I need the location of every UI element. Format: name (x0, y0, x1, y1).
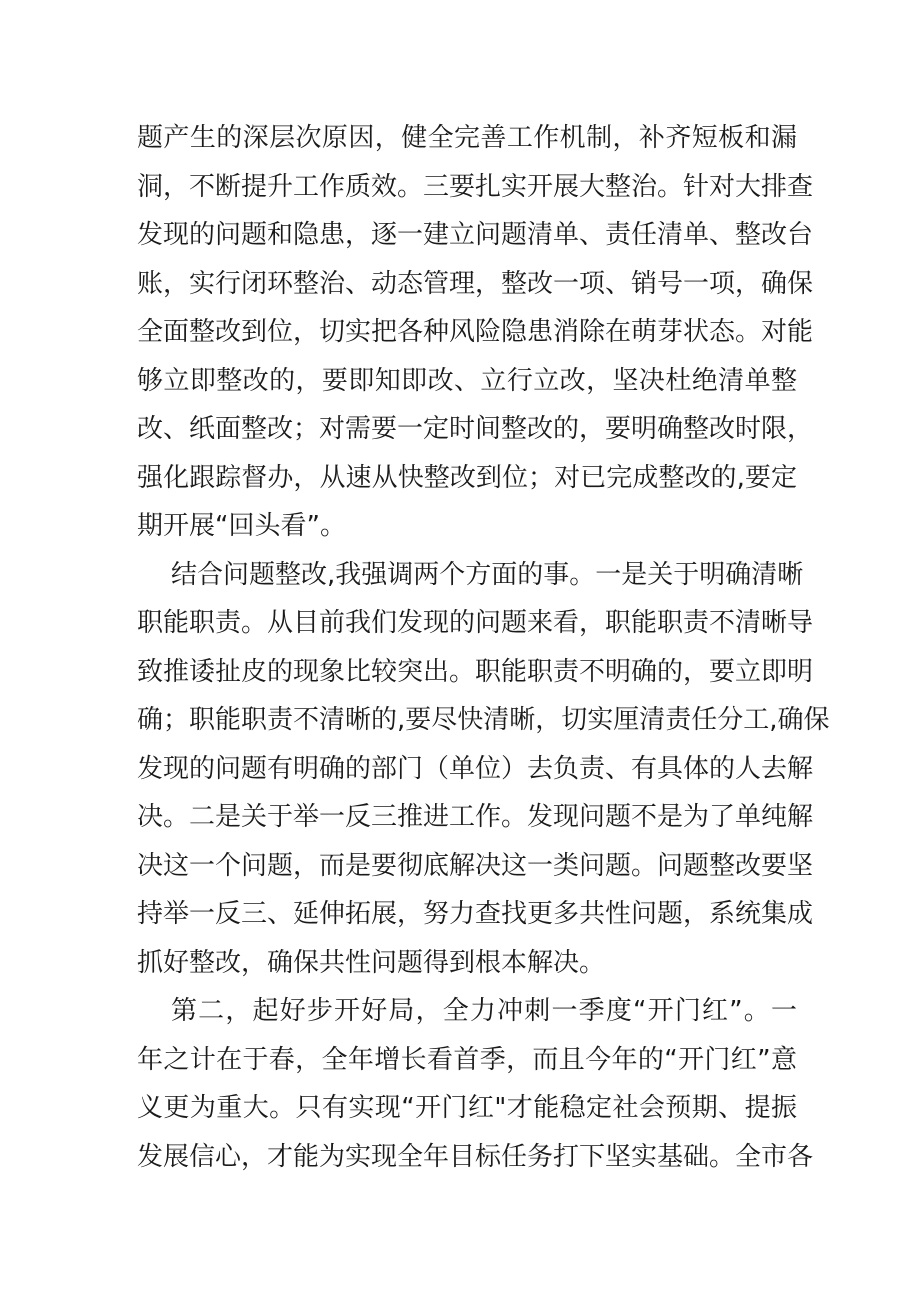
text-line: 结合问题整改,我强调两个方面的事。一是关于明确清晰 (171, 559, 804, 590)
text-line: 够立即整改的，要即知即改、立行立改，坚决杜绝清单整 (137, 365, 797, 396)
paragraph-2 (137, 551, 830, 988)
text-line: 抓好整改，确保共性问题得到根本解决。 (137, 947, 606, 978)
text-line: 致推诿扯皮的现象比较突出。职能职责不明确的，要立即明 (137, 656, 814, 687)
text-line: 强化跟踪督办，从速从快整改到位；对已完成整改的,要定 (137, 462, 797, 493)
text-line: 题产生的深层次原因，健全完善工作机制，补齐短板和漏 (137, 123, 797, 153)
text-line: 决。二是关于举一反三推进工作。发现问题不是为了单纯解 (137, 802, 814, 832)
text-line: 发展信心，才能为实现全年目标任务打下坚实基础。全市各 (137, 1141, 814, 1172)
text-line: 确；职能职责不清晰的,要尽快清晰，切实厘清责任分工,确保 (137, 705, 830, 735)
document-body (137, 114, 830, 1181)
text-line: 洞，不断提升工作质效。三要扎实开展大整治。针对大排查 (137, 171, 814, 202)
text-line: 全面整改到位，切实把各种风险隐患消除在萌芽状态。对能 (137, 317, 814, 347)
text-line: 义更为重大。只有实现“开门红"才能稳定社会预期、提振 (137, 1093, 797, 1123)
paragraph-1 (137, 114, 814, 551)
text-line: 账，实行闭环整治、动态管理，整改一项、销号一项，确保 (137, 268, 814, 299)
text-line: 发现的问题和隐患，逐一建立问题清单、责任清单、整改台 (137, 220, 814, 250)
paragraph-3 (137, 987, 814, 1181)
text-line: 年之计在于春，全年增长看首季，而且今年的“开门红”意 (137, 1044, 797, 1075)
text-line: 期开展“回头看”。 (137, 511, 346, 541)
text-line: 职能职责。从目前我们发现的问题来看，职能职责不清晰导 (137, 608, 814, 638)
text-line: 第二，起好步开好局，全力冲刺一季度“开门红”。一 (171, 996, 797, 1026)
text-line: 发现的问题有明确的部门（单位）去负责、有具体的人去解 (137, 753, 814, 784)
text-line: 改、纸面整改；对需要一定时间整改的，要明确整改时限， (137, 414, 814, 444)
text-line: 持举一反三、延伸拓展，努力查找更多共性问题，系统集成 (137, 899, 814, 929)
text-line: 决这一个问题，而是要彻底解决这一类问题。问题整改要坚 (137, 850, 814, 881)
